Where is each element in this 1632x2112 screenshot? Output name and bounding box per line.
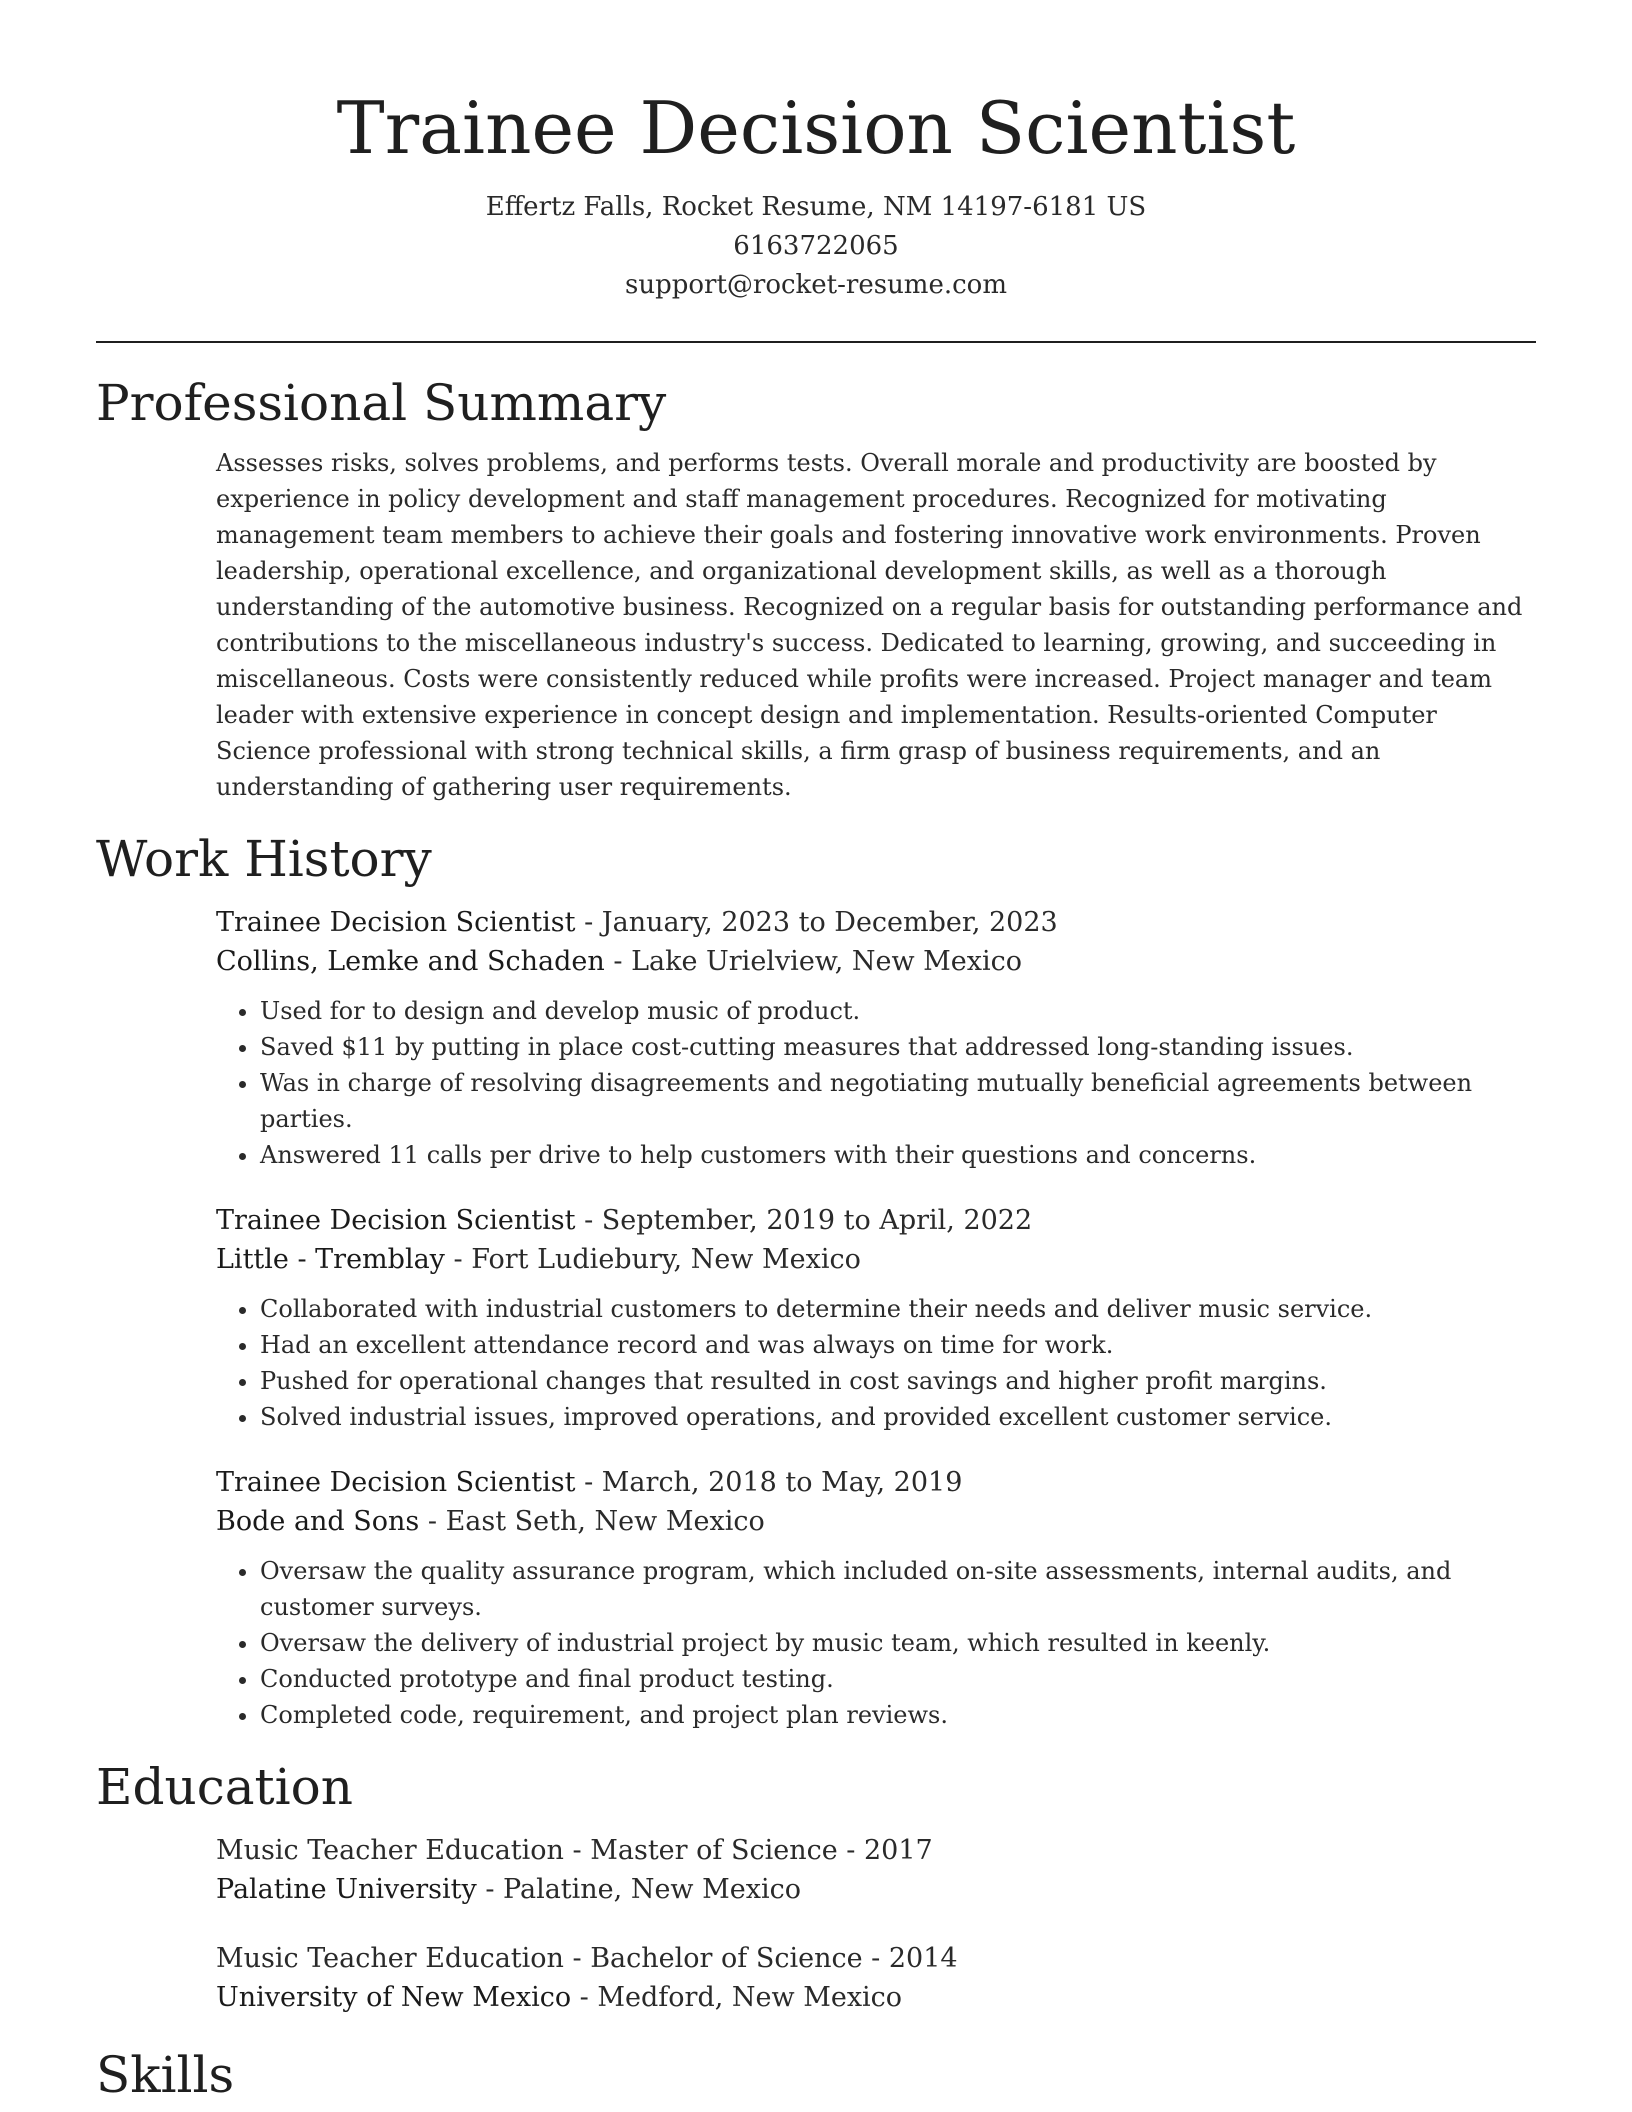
list-item: • Collaborated with industrial customers to determine their needs and deliver music service. [260, 1291, 1536, 1327]
candidate-name: Trainee Decision Scientist [336, 86, 1296, 170]
job-role: Trainee Decision Scientist [216, 907, 576, 938]
job-role: Trainee Decision Scientist [216, 1467, 576, 1498]
job-location: - Lake Urielview, New Mexico [604, 946, 1023, 977]
job-company: Bode and Sons [216, 1506, 420, 1537]
list-item: • Solved industrial issues, improved operations, and provided excellent customer service. [260, 1399, 1536, 1435]
job-title-line [216, 1463, 1536, 1502]
job-role: Trainee Decision Scientist [216, 1205, 576, 1236]
summary-text: Assesses risks, solves problems, and performs tests. Overall morale and productivity are boosted by experience in policy development and staff management procedures. Recognized for motivating management team members to achieve their goals and fostering innovative work environments. Proven leadership, operational excellence, and organizational development skills, as well as a thorough understanding of the automotive business. Recognized on a regular basis for outstanding performance and contributions to the miscellaneous industry's success. Dedicated to learning, growing, and succeeding in miscellaneous. Costs were consistently reduced while profits were increased. Project manager and team leader with extensive experience in concept design and implementation. Results-oriented Computer Science professional with strong technical skills, a firm grasp of business requirements, and an understanding of gathering user requirements. [216, 449, 1523, 801]
list-item: • Was in charge of resolving disagreements and negotiating mutually beneficial agreements between parties. [260, 1065, 1536, 1137]
education-school-line [216, 1978, 1536, 2017]
job-company: Collins, Lemke and Schaden [216, 946, 605, 977]
education-degree: Music Teacher Education - Bachelor of Science - 2014 [216, 1943, 958, 1974]
job-company-line [216, 1502, 1536, 1541]
job-dates: - March, 2018 to May, 2019 [575, 1467, 963, 1498]
header-divider [96, 341, 1536, 343]
job-location: - East Seth, New Mexico [419, 1506, 765, 1537]
summary-section [96, 373, 1536, 805]
education-heading: Education [96, 1758, 353, 1816]
work-history-heading: Work History [96, 830, 432, 888]
skills-heading: Skills [96, 2046, 235, 2104]
education-school: Palatine University [216, 1874, 477, 1905]
contact-phone: 6163722065 [733, 231, 899, 261]
education-location: - Medford, New Mexico [571, 1982, 903, 2013]
list-item: • Answered 11 calls per drive to help customers with their questions and concerns. [260, 1137, 1536, 1173]
job-title-line [216, 1201, 1536, 1240]
list-item: • Saved $11 by putting in place cost-cutting measures that addressed long-standing issues. [260, 1029, 1536, 1065]
work-history-section [96, 829, 1536, 1733]
summary-heading: Professional Summary [96, 374, 667, 432]
list-item: • Oversaw the delivery of industrial project by music team, which resulted in keenly. [260, 1625, 1536, 1661]
job-dates: - January, 2023 to December, 2023 [575, 907, 1058, 938]
contact-email: support@rocket-resume.com [624, 270, 1007, 300]
job-bullets [216, 993, 1536, 1173]
job-entry [216, 1201, 1536, 1435]
list-item: • Conducted prototype and final product testing. [260, 1661, 1536, 1697]
list-item: • Pushed for operational changes that resulted in cost savings and higher profit margins. [260, 1363, 1536, 1399]
job-entry [216, 1463, 1536, 1733]
skills-section [96, 2045, 1536, 2105]
job-bullets [216, 1553, 1536, 1733]
job-company-line [216, 1240, 1536, 1279]
education-school-line [216, 1870, 1536, 1909]
contact-address: Effertz Falls, Rocket Resume, NM 14197-6181 US [485, 192, 1147, 222]
job-title-line [216, 903, 1536, 942]
education-school: University of New Mexico [216, 1982, 572, 2013]
job-entry [216, 903, 1536, 1173]
job-dates: - September, 2019 to April, 2022 [575, 1205, 1033, 1236]
resume-page [96, 0, 1536, 2105]
list-item: • Used for to design and develop music of product. [260, 993, 1536, 1029]
job-company-line [216, 942, 1536, 981]
list-item: • Had an excellent attendance record and was always on time for work. [260, 1327, 1536, 1363]
job-location: - Fort Ludiebury, New Mexico [444, 1244, 861, 1275]
list-item: • Oversaw the quality assurance program, which included on-site assessments, internal audits, and customer surveys. [260, 1553, 1536, 1625]
education-location: - Palatine, New Mexico [476, 1874, 801, 1905]
education-entry [216, 1939, 1536, 2017]
education-section [96, 1757, 1536, 2017]
education-degree: Music Teacher Education - Master of Science - 2017 [216, 1835, 933, 1866]
list-item: • Completed code, requirement, and project plan reviews. [260, 1697, 1536, 1733]
education-entry [216, 1831, 1536, 1909]
resume-header [96, 0, 1536, 305]
job-bullets [216, 1291, 1536, 1435]
job-company: Little - Tremblay [216, 1244, 445, 1275]
